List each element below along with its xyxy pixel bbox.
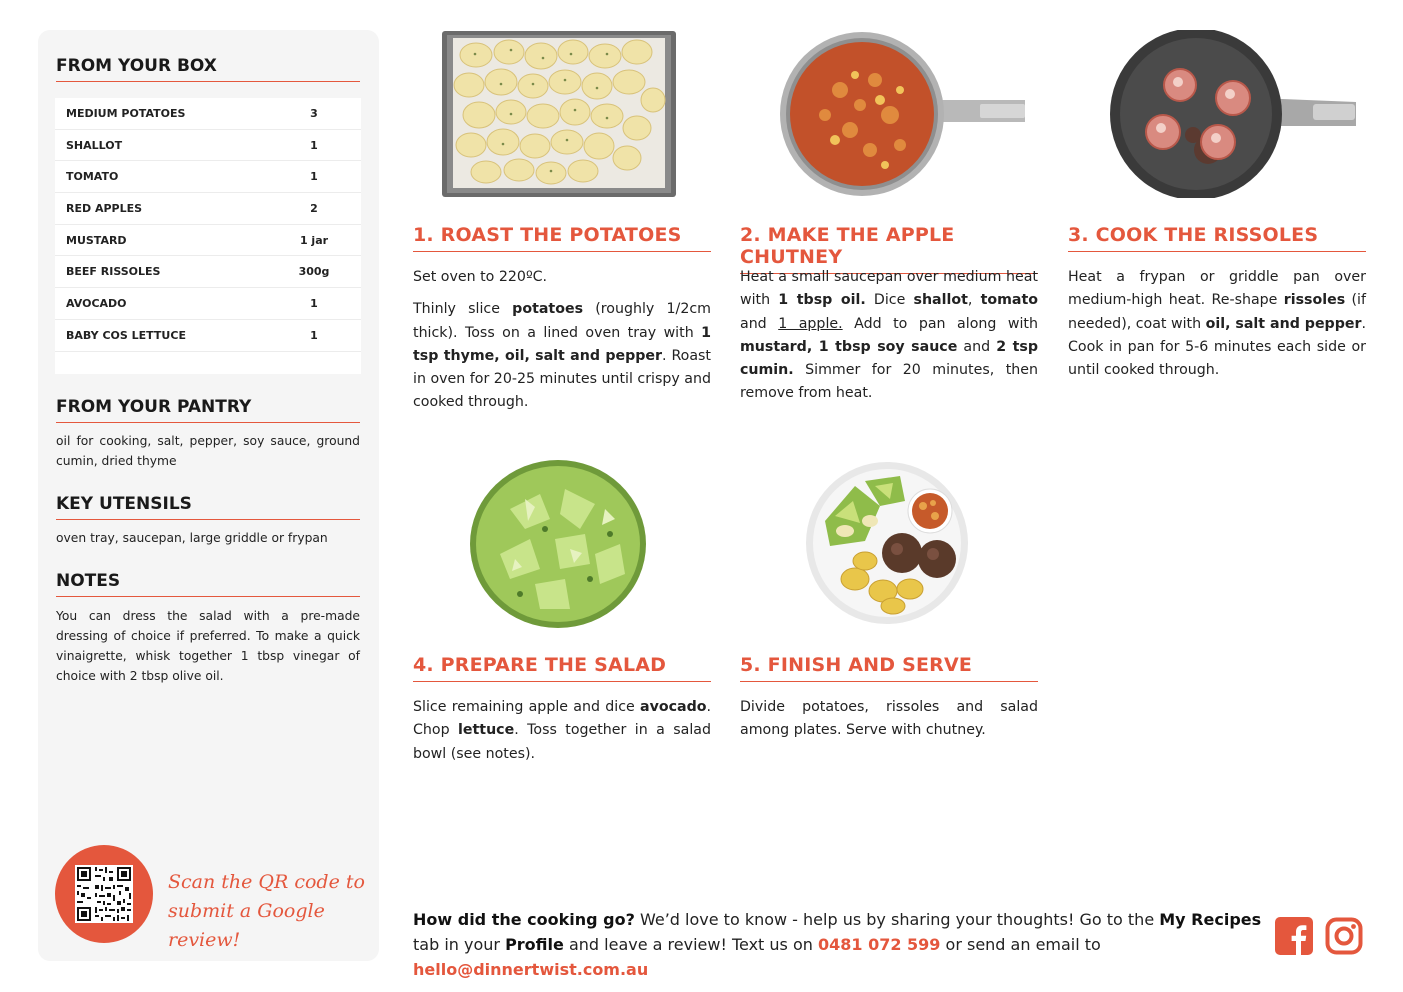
text-span: . Cook in pan for 5-6 minutes each side or until cooked through. [1068, 315, 1367, 379]
text-span: Heat a frypan or griddle pan over medium-high heat. Re-shape [1068, 269, 1366, 309]
text-span: We’d love to know - help us by sharing your thoughts! Go to the [634, 910, 1160, 929]
ingredient-qty: 1 [310, 138, 318, 152]
ingredient-name: MUSTARD [66, 233, 127, 247]
ingredient-qty: 1 [310, 170, 318, 184]
text-span: , [967, 292, 981, 309]
text-span: and [740, 315, 779, 332]
step-4-instructions [413, 696, 711, 766]
table-row [55, 193, 361, 225]
bold-ingredient: potatoes [512, 301, 584, 318]
ingredient-name: BEEF RISSOLES [66, 265, 161, 279]
text-span: Simmer for 20 minutes, then remove from heat. [740, 362, 1038, 402]
step-2-body [740, 266, 1038, 415]
qr-caption-line2: submit a Google review! [168, 900, 325, 951]
step-5-instructions: Divide potatoes, rissoles and salad among plates. Serve with chutney. [740, 699, 1038, 739]
email-link[interactable]: hello@dinnertwist.com.au [413, 960, 649, 979]
from-your-box-title: FROM YOUR BOX [56, 56, 360, 82]
text-span: tab in your [413, 935, 506, 954]
table-row [55, 256, 361, 288]
table-row [55, 225, 361, 257]
instagram-icon[interactable] [1325, 917, 1363, 955]
text-span: and leave a review! Text us on [563, 935, 818, 954]
bold-ingredient: avocado [640, 699, 707, 715]
ingredient-name: BABY COS LETTUCE [66, 328, 186, 342]
bold-ingredient: lettuce [458, 722, 515, 739]
bold-ingredient: 1 tbsp oil. [778, 292, 866, 309]
text-span: Add to pan along with [842, 315, 1038, 332]
ingredient-name: SHALLOT [66, 138, 123, 152]
ingredient-qty: 1 jar [299, 233, 329, 247]
pantry-text: oil for cooking, salt, pepper, soy sauce, ground cumin, dried thyme [56, 434, 360, 468]
my-recipes-label: My Recipes [1159, 910, 1262, 929]
ingredient-name: RED APPLES [66, 201, 143, 215]
step-3-title: 3. COOK THE RISSOLES [1068, 224, 1366, 252]
bold-ingredient: 1 tsp thyme, oil, salt and pepper [413, 324, 711, 364]
photo-prepare-salad [470, 459, 647, 633]
table-row [55, 98, 361, 130]
ingredient-name: TOMATO [66, 170, 119, 184]
text-span: . Chop [413, 699, 711, 739]
text-span: . Roast in oven for 20-25 minutes until crispy and cooked through. [413, 347, 711, 411]
from-your-pantry-title: FROM YOUR PANTRY [56, 397, 360, 423]
underlined-ingredient: 1 apple. [778, 315, 843, 332]
table-row [55, 161, 361, 193]
step-5-body [740, 696, 1038, 752]
bold-ingredient: rissoles [1283, 292, 1346, 309]
table-row [55, 320, 361, 352]
step-1-line: Set oven to 220ºC. [413, 269, 548, 285]
bold-ingredient: oil, salt and pepper [1205, 315, 1362, 332]
ingredient-qty: 1 [310, 296, 318, 310]
photo-finish-serve [805, 461, 969, 629]
step-2-title: 2. MAKE THE APPLE CHUTNEY [740, 224, 1038, 274]
step-3-instructions [1068, 266, 1366, 382]
step-1-body [413, 266, 711, 424]
text-span: (if needed), coat with [1068, 292, 1366, 332]
step-3-body [1068, 266, 1366, 391]
text-span: . Toss together in a salad bowl (see notes). [413, 722, 711, 762]
text-span: or send an email to [940, 935, 1101, 954]
photo-roast-potatoes [441, 30, 677, 202]
table-row [55, 288, 361, 320]
photo-cook-rissoles [1108, 30, 1358, 202]
text-span: and [957, 338, 997, 355]
qr-code-icon[interactable] [75, 865, 133, 923]
notes-text: You can dress the salad with a pre-made dressing of choice if preferred. To make a quick vinaigrette, whisk together 1 tbsp vinegar of choice with 2 tbsp olive oil. [56, 609, 360, 683]
key-utensils-title: KEY UTENSILS [56, 494, 360, 520]
sidebar [38, 30, 379, 961]
step-4-body [413, 696, 711, 775]
profile-label: Profile [505, 935, 564, 954]
bold-ingredient: 2 tsp cumin. [740, 338, 1038, 379]
text-span: Heat a small saucepan over medium heat with [740, 269, 1038, 309]
phone-link[interactable]: 0481 072 599 [817, 935, 941, 954]
utensils-text: oven tray, saucepan, large griddle or frypan [56, 531, 328, 545]
ingredient-name: MEDIUM POTATOES [66, 106, 186, 120]
bold-ingredient: mustard, 1 tbsp soy sauce [740, 338, 958, 355]
ingredient-qty: 2 [310, 201, 318, 215]
qr-caption [168, 868, 379, 955]
ingredient-name: AVOCADO [66, 296, 127, 310]
table-row [55, 130, 361, 162]
qr-badge[interactable] [55, 845, 153, 943]
step-1-title: 1. ROAST THE POTATOES [413, 224, 711, 252]
ingredient-qty: 1 [310, 328, 318, 342]
step-4-title: 4. PREPARE THE SALAD [413, 654, 711, 682]
photo-apple-chutney [780, 30, 1030, 202]
qr-caption-line1: Scan the QR code to [168, 871, 365, 893]
review-footer [413, 907, 1263, 982]
ingredient-qty: 3 [310, 106, 318, 120]
facebook-icon[interactable] [1275, 917, 1313, 955]
text-span: Slice remaining apple and dice [413, 699, 641, 715]
text-span: (roughly 1/2cm thick). Toss on a lined oven tray with [413, 301, 711, 341]
step-5-title: 5. FINISH AND SERVE [740, 654, 1038, 682]
step-2-instructions [740, 266, 1038, 406]
ingredient-qty: 300g [298, 265, 330, 279]
notes-title: NOTES [56, 571, 360, 597]
step-1-instructions [413, 298, 711, 414]
text-span: Thinly slice [413, 301, 513, 318]
text-span: Dice [865, 292, 914, 309]
bold-ingredient: shallot [913, 292, 968, 309]
footer-question: How did the cooking go? [413, 910, 635, 929]
bold-ingredient: tomato [980, 292, 1038, 309]
box-ingredients-table [55, 98, 361, 374]
